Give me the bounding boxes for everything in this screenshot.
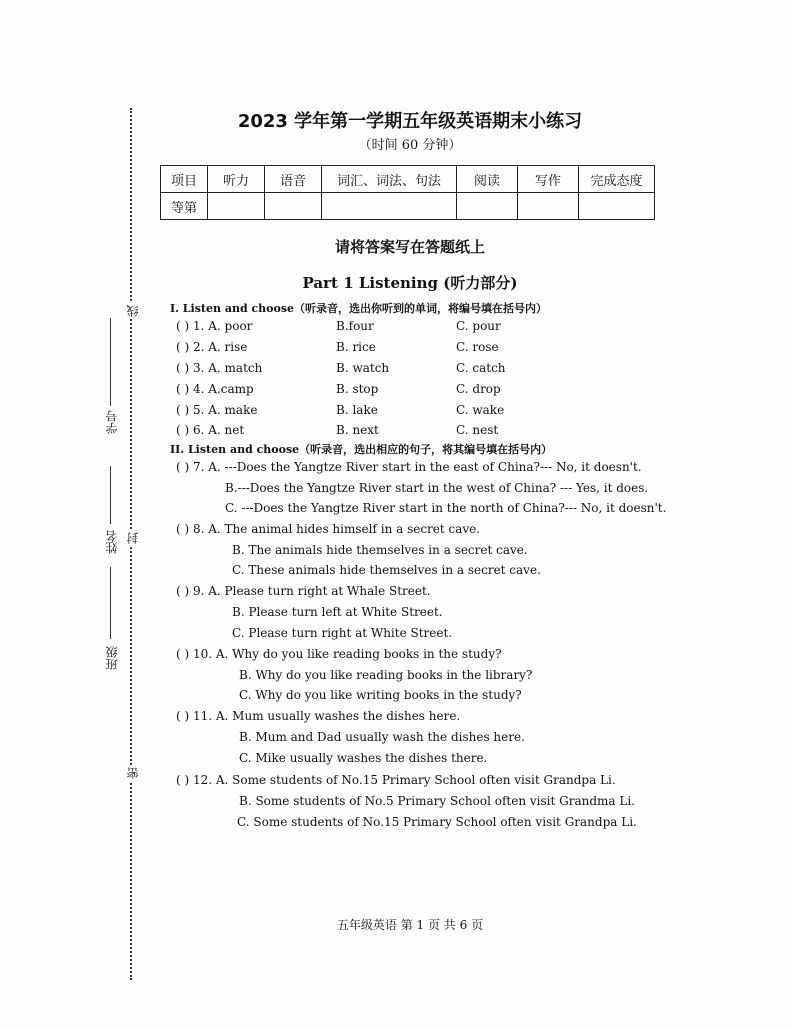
name-label: 姓名 <box>105 530 119 554</box>
grade-label: 等第 <box>161 193 208 220</box>
grade-cell[interactable] <box>579 193 655 220</box>
question-10-option-b: B. Why do you like reading books in the library? <box>239 668 533 682</box>
question-12-option-b: B. Some students of No.5 Primary School often visit Grandma Li. <box>239 794 635 808</box>
question-8-stem: ( ) 8. A. The animal hides himself in a secret cave. <box>176 522 481 536</box>
option-c: C. pour <box>456 319 501 333</box>
section-1-heading: I. Listen and choose（听录音，选出你听到的单词，将编号填在括号内） <box>170 302 548 315</box>
grade-cell[interactable] <box>518 193 579 220</box>
binding-label-seal: 封 <box>126 532 140 544</box>
section-2-heading: II. Listen and choose（听录音，选出相应的句子，将其编号填在括号内） <box>170 443 553 456</box>
question-stem: ( ) 1. A. poor <box>176 319 253 333</box>
grade-cell[interactable] <box>208 193 265 220</box>
answer-sheet-instruction: 请将答案写在答题纸上 <box>334 238 485 256</box>
question-stem: ( ) 4. A.camp <box>176 382 254 396</box>
score-header-cell: 词汇、词法、句法 <box>322 166 457 193</box>
binding-label-line: 线 <box>126 305 140 317</box>
student-id-label: 学号 <box>105 410 119 434</box>
question-8-option-b: B. The animals hide themselves in a secret cave. <box>232 543 528 557</box>
question-11-stem: ( ) 11. A. Mum usually washes the dishes here. <box>176 709 461 723</box>
question-stem: ( ) 5. A. make <box>176 403 258 417</box>
question-12-stem: ( ) 12. A. Some students of No.15 Primary School often visit Grandpa Li. <box>176 773 616 787</box>
score-header-cell: 阅读 <box>457 166 518 193</box>
score-header-cell: 项目 <box>161 166 208 193</box>
question-7-option-c: C. ---Does the Yangtze River start in the north of China?--- No, it doesn't. <box>225 501 667 515</box>
question-stem: ( ) 2. A. rise <box>176 340 248 354</box>
option-c: C. catch <box>456 361 506 375</box>
option-b: B. watch <box>336 361 390 375</box>
score-header-cell: 语音 <box>265 166 322 193</box>
page-footer: 五年级英语 第 1 页 共 6 页 <box>336 918 484 932</box>
question-stem: ( ) 3. A. match <box>176 361 263 375</box>
question-9-option-c: C. Please turn right at White Street. <box>232 626 453 640</box>
class-line[interactable] <box>110 567 111 639</box>
page-title: 2023 学年第一学期五年级英语期末小练习 <box>237 111 583 132</box>
question-10-option-c: C. Why do you like writing books in the study? <box>239 688 522 702</box>
option-b: B. stop <box>336 382 379 396</box>
question-11-option-c: C. Mike usually washes the dishes there. <box>239 751 488 765</box>
question-11-option-b: B. Mum and Dad usually wash the dishes here. <box>239 730 525 744</box>
option-c: C. wake <box>456 403 505 417</box>
name-line[interactable] <box>110 466 111 524</box>
binding-label-secret: 密 <box>126 767 140 779</box>
question-7-stem: ( ) 7. A. ---Does the Yangtze River start in the east of China?--- No, it doesn't. <box>176 460 642 474</box>
question-9-option-b: B. Please turn left at White Street. <box>232 605 443 619</box>
score-table-grade-row <box>161 193 655 220</box>
option-c: C. nest <box>456 423 499 437</box>
class-label: 班级 <box>105 646 119 670</box>
question-7-option-b: B.---Does the Yangtze River start in the west of China? --- Yes, it does. <box>225 481 649 495</box>
question-12-option-c: C. Some students of No.15 Primary School often visit Grandpa Li. <box>237 815 637 829</box>
question-8-option-c: C. These animals hide themselves in a secret cave. <box>232 563 541 577</box>
grade-cell[interactable] <box>265 193 322 220</box>
question-stem: ( ) 6. A. net <box>176 423 245 437</box>
option-b: B.four <box>336 319 374 333</box>
option-c: C. drop <box>456 382 501 396</box>
grade-cell[interactable] <box>322 193 457 220</box>
score-header-cell: 听力 <box>208 166 265 193</box>
option-b: B. lake <box>336 403 378 417</box>
score-table <box>160 165 655 220</box>
student-id-line[interactable] <box>110 318 111 406</box>
option-b: B. next <box>336 423 379 437</box>
question-9-stem: ( ) 9. A. Please turn right at Whale Street. <box>176 584 431 598</box>
score-header-cell: 写作 <box>518 166 579 193</box>
score-header-cell: 完成态度 <box>579 166 655 193</box>
score-table-header-row <box>161 166 655 193</box>
option-b: B. rice <box>336 340 376 354</box>
question-10-stem: ( ) 10. A. Why do you like reading books in the study? <box>176 647 502 661</box>
grade-cell[interactable] <box>457 193 518 220</box>
part-title: Part 1 Listening (听力部分) <box>302 274 518 292</box>
time-limit: （时间 60 分钟） <box>358 138 462 153</box>
option-c: C. rose <box>456 340 499 354</box>
